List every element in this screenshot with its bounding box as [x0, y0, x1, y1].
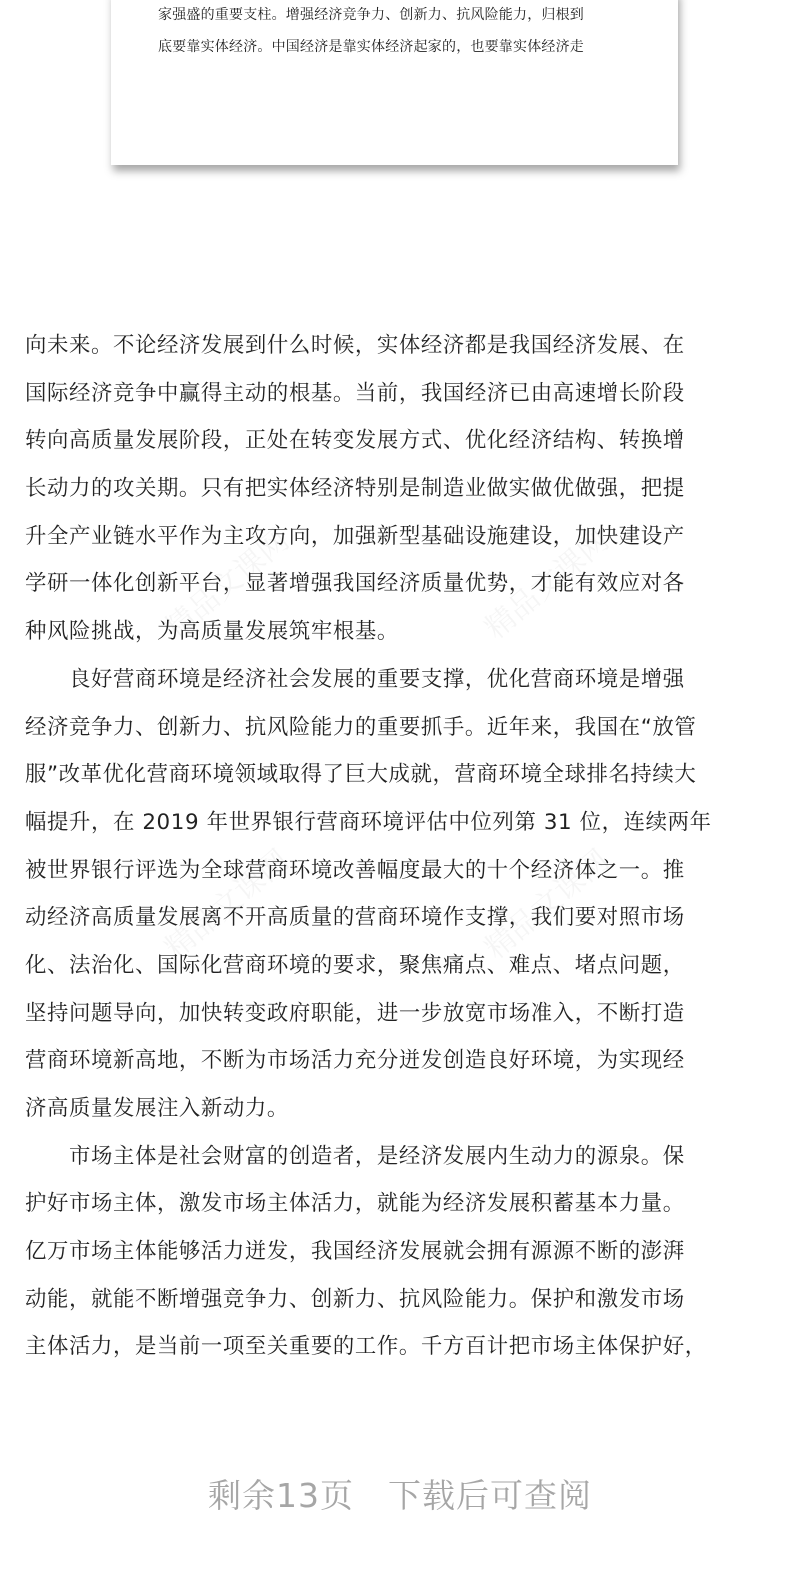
body-text-line: 升全产业链水平作为主攻方向，加强新型基础设施建设，加快建设产 — [25, 523, 685, 549]
body-text-line: 种风险挑战，为高质量发展筑牢根基。 — [25, 619, 399, 645]
remaining-pages-prompt[interactable]: 剩余13页 下载后可查阅 — [208, 1476, 592, 1515]
body-text-line: 良好营商环境是经济社会发展的重要支撑，优化营商环境是增强 — [25, 666, 685, 692]
body-text-line: 国际经济竞争中赢得主动的根基。当前，我国经济已由高速增长阶段 — [25, 380, 685, 406]
body-text-line: 学研一体化创新平台，显著增强我国经济质量优势，才能有效应对各 — [25, 571, 685, 597]
body-text-line: 长动力的攻关期。只有把实体经济特别是制造业做实做优做强，把提 — [25, 476, 685, 502]
body-text-line: 亿万市场主体能够活力迸发，我国经济发展就会拥有源源不断的澎湃 — [25, 1239, 685, 1265]
body-text-line: 化、法治化、国际化营商环境的要求，聚焦痛点、难点、堵点问题， — [25, 952, 685, 978]
body-text-line: 幅提升，在 2019 年世界银行营商环境评估中位列第 31 位，连续两年 — [25, 809, 712, 835]
body-text-line: 市场主体是社会财富的创造者，是经济发展内生动力的源泉。保 — [25, 1143, 685, 1169]
document-body — [25, 326, 775, 1375]
body-text-line: 动能，就能不断增强竞争力、创新力、抗风险能力。保护和激发市场 — [25, 1286, 685, 1312]
preview-page-card — [111, 0, 678, 165]
body-text-line: 被世界银行评选为全球营商环境改善幅度最大的十个经济体之一。推 — [25, 857, 685, 883]
card-text-line: 底要靠实体经济。中国经济是靠实体经济起家的，也要靠实体经济走 — [158, 39, 584, 55]
body-text-line: 服”改革优化营商环境领域取得了巨大成就，营商环境全球排名持续大 — [25, 762, 697, 788]
body-text-line: 转向高质量发展阶段，正处在转变发展方式、优化经济结构、转换增 — [25, 428, 685, 454]
body-text-line: 护好市场主体，激发市场主体活力，就能为经济发展积蓄基本力量。 — [25, 1191, 685, 1217]
body-text-line: 向未来。不论经济发展到什么时候，实体经济都是我国经济发展、在 — [25, 333, 685, 358]
body-text-line: 营商环境新高地，不断为市场活力充分迸发创造良好环境，为实现经 — [25, 1048, 685, 1074]
card-text-line: 家强盛的重要支柱。增强经济竞争力、创新力、抗风险能力，归根到 — [158, 7, 584, 23]
body-text-line: 主体活力，是当前一项至关重要的工作。千方百计把市场主体保护好， — [25, 1334, 707, 1360]
body-text-line: 济高质量发展注入新动力。 — [25, 1096, 289, 1121]
body-text-line: 经济竞争力、创新力、抗风险能力的重要抓手。近年来，我国在“放管 — [25, 714, 697, 740]
body-text-line: 动经济高质量发展离不开高质量的营商环境作支撑，我们要对照市场 — [25, 905, 685, 931]
body-text-line: 坚持问题导向，加快转变政府职能，进一步放宽市场准入，不断打造 — [25, 1000, 685, 1026]
